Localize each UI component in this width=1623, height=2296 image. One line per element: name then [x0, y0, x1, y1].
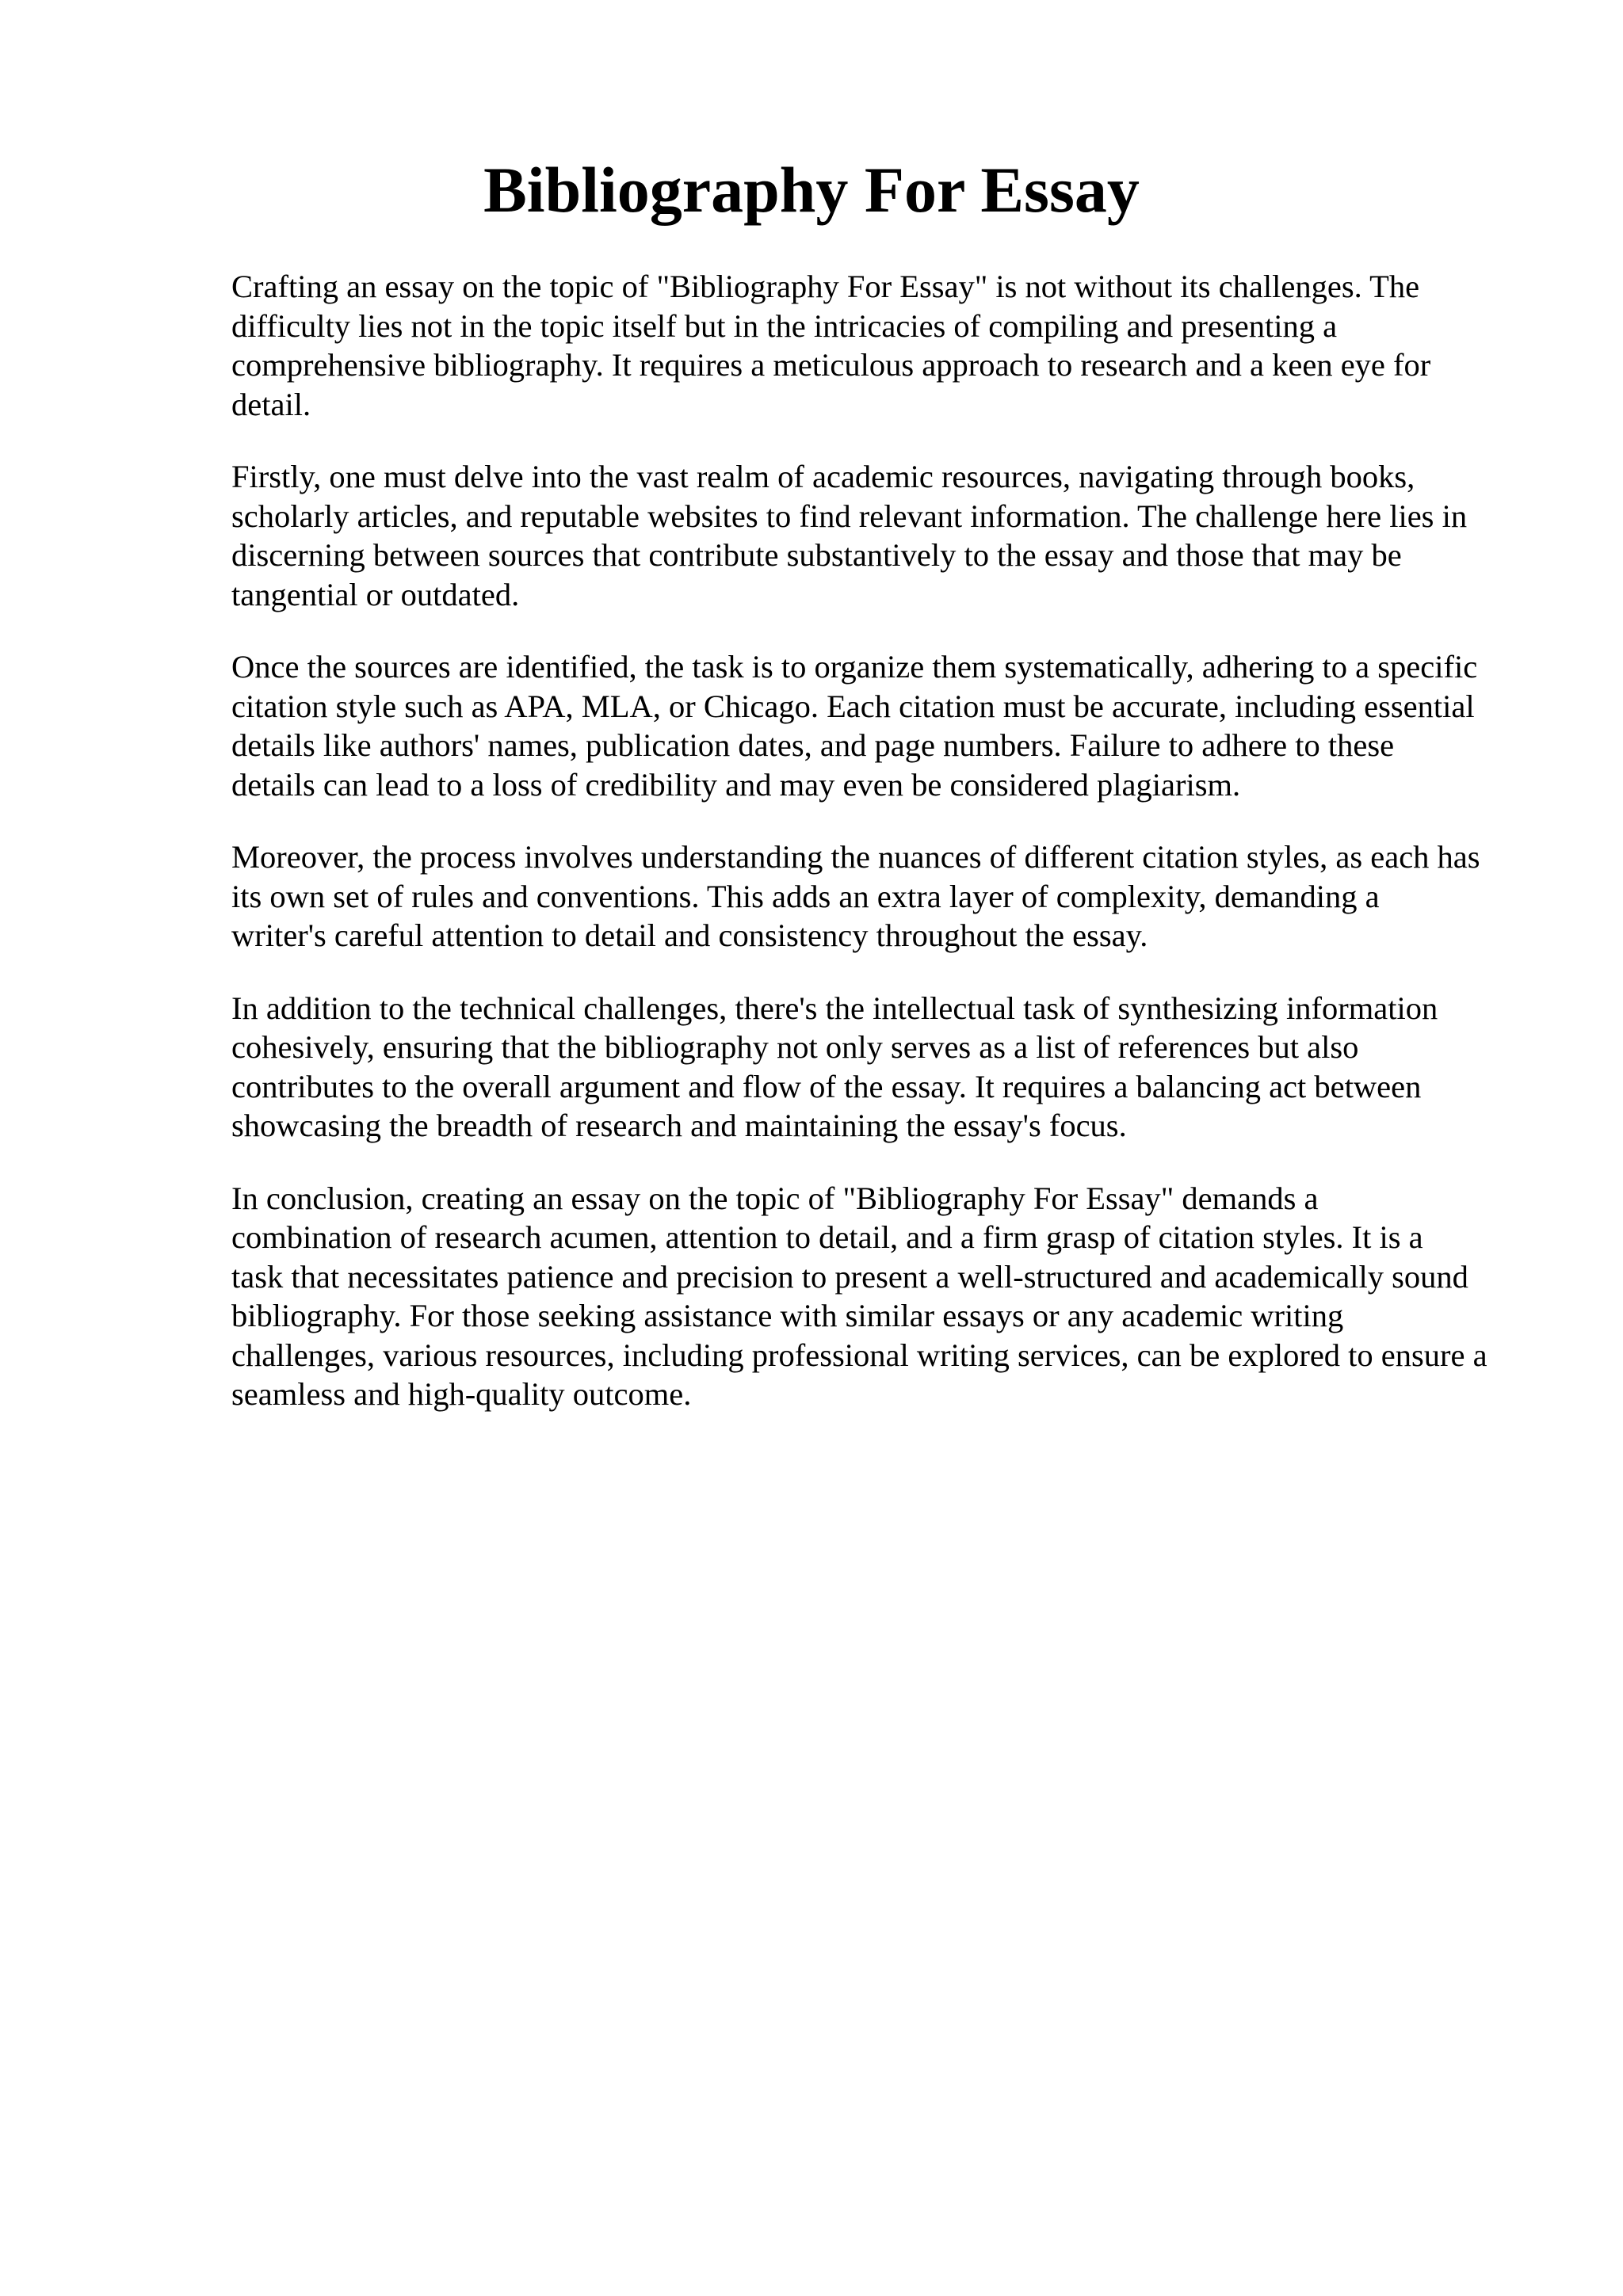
paragraph-2 [231, 457, 1531, 614]
paragraph-line: In addition to the technical challenges, there's the intellectual task of synthesizing information [231, 990, 1438, 1026]
paragraph-line: detail. [231, 386, 311, 422]
paragraph-line: cohesively, ensuring that the bibliography not only serves as a list of references but also [231, 1029, 1359, 1065]
paragraph-line: In conclusion, creating an essay on the topic of "Bibliography For Essay" demands a [231, 1180, 1319, 1216]
paragraph-line: details like authors' names, publication dates, and page numbers. Failure to adhere to these [231, 727, 1395, 763]
paragraph-6 [231, 1179, 1531, 1414]
paragraph-line: Crafting an essay on the topic of "Bibliography For Essay" is not without its challenges. The [231, 269, 1420, 304]
paragraph-line: bibliography. For those seeking assistance with similar essays or any academic writing [231, 1298, 1344, 1333]
paragraph-1 [231, 267, 1531, 424]
paragraph-line: challenges, various resources, including professional writing services, can be explored to ensure a [231, 1337, 1487, 1373]
paragraph-line: comprehensive bibliography. It requires a meticulous approach to research and a keen eye for [231, 347, 1431, 383]
paragraph-line: details can lead to a loss of credibility and may even be considered plagiarism. [231, 766, 1241, 803]
paragraph-line: scholarly articles, and reputable websites to find relevant information. The challenge here lies in [231, 498, 1468, 534]
paragraph-5 [231, 989, 1531, 1146]
paragraph-3 [231, 647, 1531, 804]
paragraph-line: citation style such as APA, MLA, or Chicago. Each citation must be accurate, including essential [231, 688, 1475, 724]
paragraph-line: difficulty lies not in the topic itself but in the intricacies of compiling and presenting a [231, 307, 1338, 344]
paragraph-line: Once the sources are identified, the task is to organize them systematically, adhering to a specific [231, 649, 1478, 685]
paragraph-line: its own set of rules and conventions. This adds an extra layer of complexity, demanding a [231, 878, 1380, 914]
paragraph-line: Moreover, the process involves understanding the nuances of different citation styles, as each has [231, 839, 1480, 875]
paragraph-line: seamless and high-quality outcome. [231, 1376, 692, 1412]
paragraph-line: contributes to the overall argument and flow of the essay. It requires a balancing act between [231, 1068, 1422, 1104]
document-title: Bibliography For Essay [483, 154, 1140, 226]
document-body [231, 267, 1531, 1447]
paragraph-line: showcasing the breadth of research and maintaining the essay's focus. [231, 1108, 1127, 1143]
paragraph-line: discerning between sources that contribute substantively to the essay and those that may be [231, 537, 1402, 573]
paragraph-4 [231, 837, 1531, 955]
paragraph-line: task that necessitates patience and precision to present a well-structured and academically sound [231, 1258, 1468, 1295]
paragraph-line: Firstly, one must delve into the vast realm of academic resources, navigating through books, [231, 459, 1415, 494]
paragraph-line: combination of research acumen, attention to detail, and a firm grasp of citation styles. It is a [231, 1219, 1423, 1255]
paragraph-line: tangential or outdated. [231, 576, 520, 612]
paragraph-line: writer's careful attention to detail and consistency throughout the essay. [231, 917, 1148, 953]
